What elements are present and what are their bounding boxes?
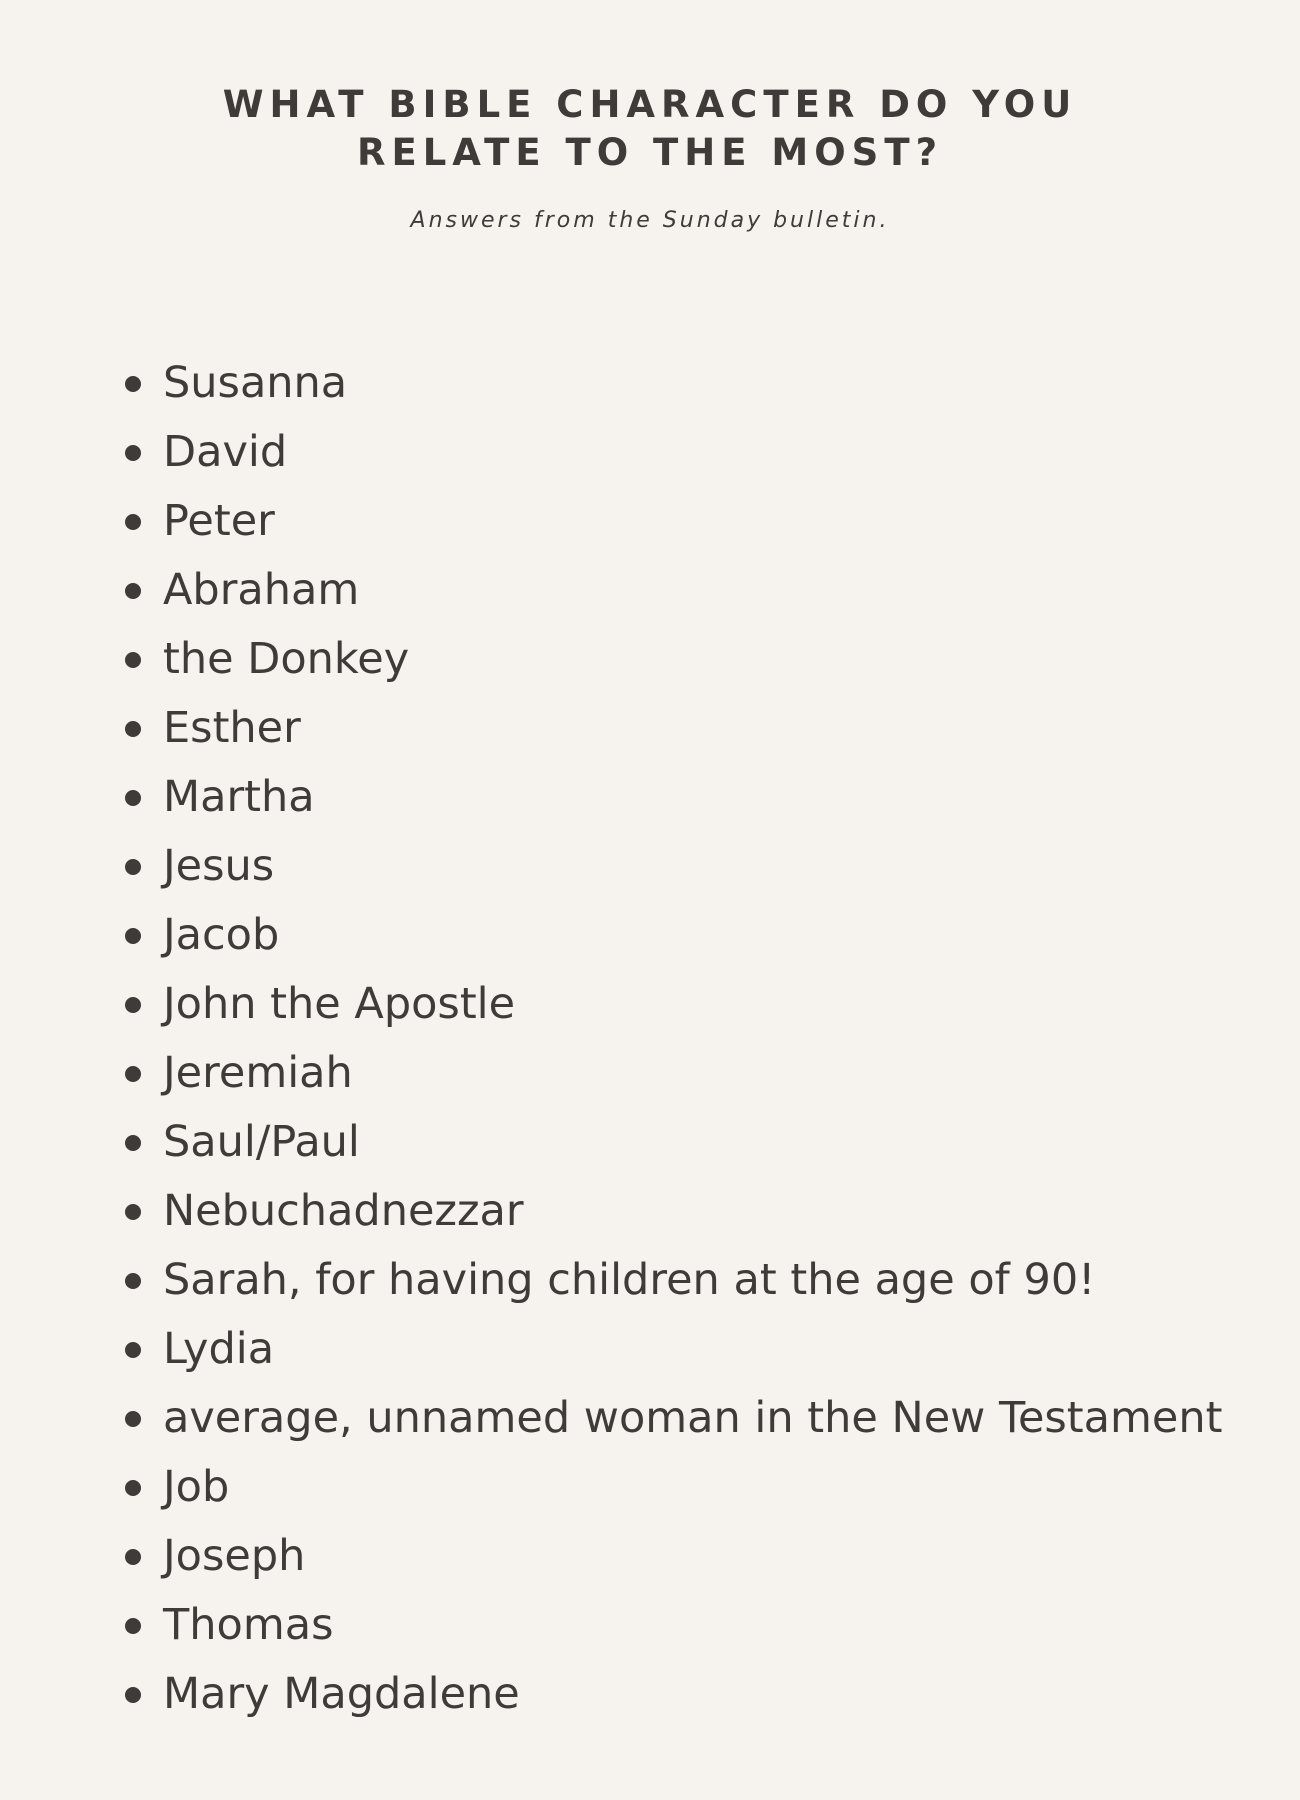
list-item	[0, 1384, 1300, 1453]
list-item-text: Sarah, for having children at the age of 90!	[163, 1255, 1096, 1305]
list-item	[0, 1246, 1300, 1315]
list-item-text: Nebuchadnezzar	[163, 1186, 524, 1236]
list-item-text: Mary Magdalene	[163, 1669, 520, 1719]
bullet-icon	[125, 445, 141, 461]
list-item-text: Joseph	[163, 1531, 306, 1581]
bullet-icon	[125, 1687, 141, 1703]
list-item	[0, 1591, 1300, 1660]
list-item-text: Jacob	[163, 910, 280, 960]
list-item	[0, 694, 1300, 763]
list-item	[0, 970, 1300, 1039]
list-item-text: average, unnamed woman in the New Testament	[163, 1393, 1223, 1443]
bullet-icon	[125, 1204, 141, 1220]
list-item	[0, 1177, 1300, 1246]
bullet-icon	[125, 1066, 141, 1082]
list-item	[0, 418, 1300, 487]
list-item-text: the Donkey	[163, 634, 410, 684]
list-item	[0, 901, 1300, 970]
list-item	[0, 1108, 1300, 1177]
list-item	[0, 1453, 1300, 1522]
list-item	[0, 1315, 1300, 1384]
list-item-text: David	[163, 427, 288, 477]
bullet-icon	[125, 790, 141, 806]
bullet-icon	[125, 721, 141, 737]
bullet-icon	[125, 652, 141, 668]
page-title-line-1: WHAT BIBLE CHARACTER DO YOU	[222, 82, 1078, 126]
bullet-icon	[125, 376, 141, 392]
list-item-text: Martha	[163, 772, 315, 822]
bullet-icon	[125, 1411, 141, 1427]
bullet-icon	[125, 1135, 141, 1151]
list-item-text: Jeremiah	[163, 1048, 353, 1098]
list-item-text: Abraham	[163, 565, 360, 615]
list-item-text: John the Apostle	[163, 979, 516, 1029]
bullet-icon	[125, 1549, 141, 1565]
list-item	[0, 349, 1300, 418]
list-item-text: Jesus	[163, 841, 275, 891]
list-item	[0, 487, 1300, 556]
list-item-text: Thomas	[163, 1600, 334, 1650]
list-item	[0, 625, 1300, 694]
bullet-icon	[125, 1342, 141, 1358]
list-item-text: Saul/Paul	[163, 1117, 360, 1167]
list-item	[0, 763, 1300, 832]
list-item	[0, 1660, 1300, 1729]
bullet-icon	[125, 583, 141, 599]
bullet-icon	[125, 1618, 141, 1634]
list-item-text: Susanna	[163, 358, 348, 408]
list-item	[0, 556, 1300, 625]
bullet-icon	[125, 997, 141, 1013]
answers-list	[0, 349, 1300, 1729]
bullet-icon	[125, 859, 141, 875]
bullet-icon	[125, 1480, 141, 1496]
list-item	[0, 832, 1300, 901]
list-item-text: Esther	[163, 703, 301, 753]
list-item-text: Lydia	[163, 1324, 275, 1374]
list-item	[0, 1522, 1300, 1591]
bullet-icon	[125, 1273, 141, 1289]
list-item-text: Job	[163, 1462, 230, 1512]
page-title	[0, 81, 1300, 177]
list-item-text: Peter	[163, 496, 275, 546]
bullet-icon	[125, 928, 141, 944]
page-subtitle: Answers from the Sunday bulletin.	[410, 208, 890, 233]
bullet-icon	[125, 514, 141, 530]
page-title-line-2: RELATE TO THE MOST?	[356, 130, 944, 174]
list-item	[0, 1039, 1300, 1108]
